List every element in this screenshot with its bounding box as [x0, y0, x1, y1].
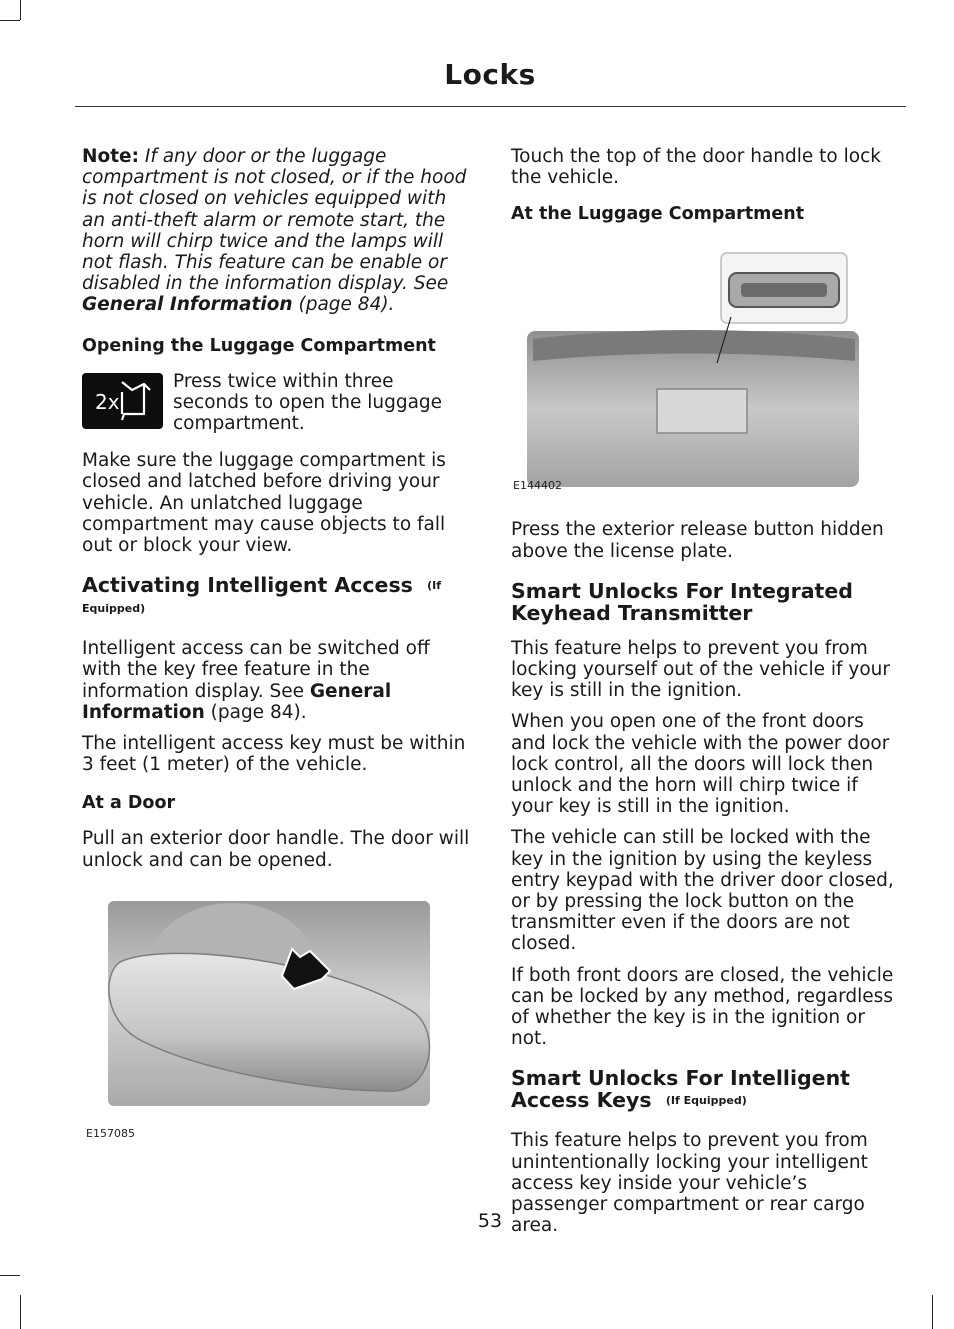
luggage-icon-row	[82, 371, 474, 435]
icon-label: 2x	[94, 389, 120, 414]
crop-mark	[0, 1275, 20, 1276]
luggage-release-figure	[511, 239, 903, 509]
section-heading: Smart Unlocks For Intelligent Access Keys (If Equipped)	[511, 1066, 850, 1113]
crop-mark	[20, 1295, 21, 1329]
paragraph: This feature helps to prevent you from locking yourself out of the vehicle if your key is still in the ignition.	[511, 637, 891, 702]
paragraph: This feature helps to prevent you from unintentionally locking your intelligent access key inside your vehicle’s passenger compartment or rear cargo area.	[511, 1130, 868, 1237]
luggage-open-icon	[82, 373, 163, 429]
section-heading: Opening the Luggage Compartment	[82, 335, 436, 356]
door-handle-figure	[82, 901, 474, 1161]
title-divider	[75, 106, 906, 107]
door-handle-illustration	[82, 901, 474, 1141]
cross-reference-link[interactable]: General Information	[82, 294, 293, 316]
right-column	[511, 146, 903, 1246]
paragraph: Press the exterior release button hidden above the license plate.	[511, 519, 884, 562]
figure-code: E157085	[86, 1126, 135, 1140]
crop-mark	[932, 1295, 933, 1329]
crop-mark	[0, 20, 20, 21]
note-label: Note:	[82, 146, 139, 167]
section-heading: Smart Unlocks For Integrated Keyhead Transmitter	[511, 578, 853, 625]
page-title: Locks	[444, 58, 536, 91]
paragraph: Intelligent access can be switched off with the key free feature in the information display. See General Information (page 84).	[82, 638, 430, 723]
paragraph: The intelligent access key must be within 3 feet (1 meter) of the vehicle.	[82, 733, 466, 776]
icon-caption: Press twice within three seconds to open the luggage compartment.	[173, 370, 443, 435]
paragraph: The vehicle can still be locked with the key in the ignition by using the keyless entry keypad with the driver door closed, or by pressing the lock button on the transmitter even if the doors are not closed.	[511, 827, 894, 955]
left-column	[82, 146, 474, 1171]
note-paragraph: Note: If any door or the luggage compartment is not closed, or if the hood is not closed on vehicles equipped with an anti-theft alarm or remote start, the horn will chirp twice and the lamps will not flash. This feature can be enable or disabled in the information display. See General Information (page 84).	[82, 146, 467, 316]
paragraph: When you open one of the front doors and lock the vehicle with the power door lock control, all the doors will lock then unlock and the horn will chirp twice if your key is still in the ignition.	[511, 711, 890, 818]
page-number: 53	[477, 1210, 503, 1232]
crop-mark	[20, 0, 21, 20]
paragraph: Touch the top of the door handle to lock the vehicle.	[511, 146, 881, 189]
section-heading: At the Luggage Compartment	[511, 204, 805, 225]
paragraph: If both front doors are closed, the vehicle can be locked by any method, regardless of whether the key is in the ignition or not.	[511, 964, 894, 1050]
luggage-release-illustration	[511, 239, 903, 489]
paragraph: Make sure the luggage compartment is closed and latched before driving your vehicle. An unlatched luggage compartment may cause objects to fall out or block your view.	[82, 450, 446, 557]
cross-reference-link[interactable]: General Information	[82, 680, 392, 723]
section-heading: Activating Intelligent Access (If Equipped)	[82, 573, 442, 616]
section-heading: At a Door	[82, 793, 176, 814]
paragraph: Pull an exterior door handle. The door will unlock and can be opened.	[82, 828, 470, 871]
figure-code: E144402	[513, 479, 562, 493]
